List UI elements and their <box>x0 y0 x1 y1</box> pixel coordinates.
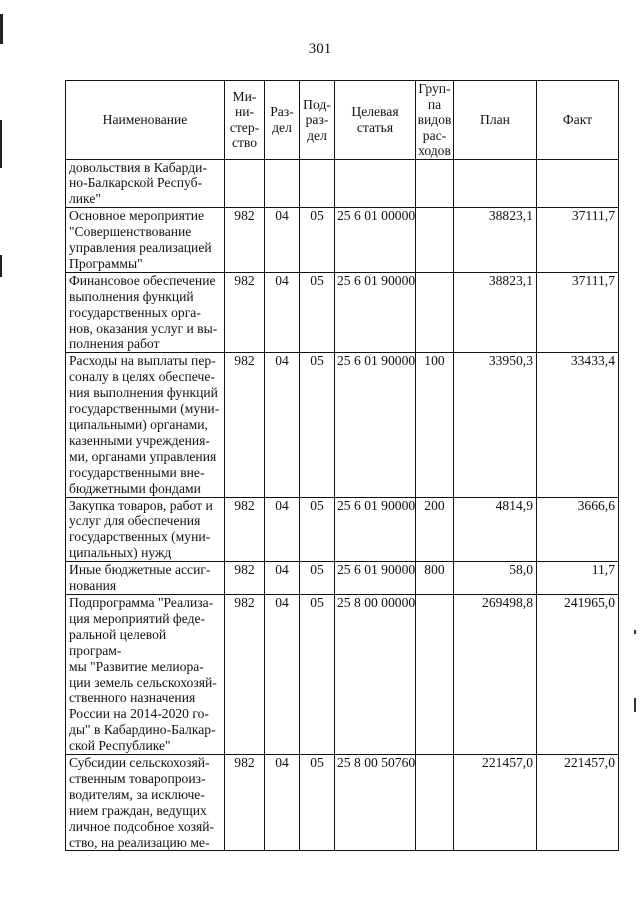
cell-section: 04 <box>265 208 300 273</box>
scan-edge-mark <box>634 630 636 634</box>
cell-section: 04 <box>265 497 300 562</box>
table-row <box>66 594 619 754</box>
cell-section: 04 <box>265 755 300 851</box>
cell-name: Закупка товаров, работ и услуг для обеспечения государственных (муни- ципальных) нужд <box>66 497 225 562</box>
cell-subsection: 05 <box>300 208 335 273</box>
cell-target: 25 6 01 90000 <box>335 562 416 595</box>
cell-plan: 38823,1 <box>454 208 537 273</box>
cell-group: 200 <box>416 497 454 562</box>
header-target: Целевая статья <box>335 81 416 160</box>
cell-plan: 58,0 <box>454 562 537 595</box>
cell-subsection: 05 <box>300 755 335 851</box>
cell-ministry: 982 <box>225 208 265 273</box>
table-row <box>66 497 619 562</box>
cell-target: 25 6 01 90000 <box>335 353 416 497</box>
scan-edge-mark <box>634 698 636 712</box>
cell-group <box>416 594 454 754</box>
cell-target: 25 6 01 90000 <box>335 272 416 353</box>
cell-section: 04 <box>265 594 300 754</box>
cell-plan: 38823,1 <box>454 272 537 353</box>
cell-target: 25 8 00 50760 <box>335 755 416 851</box>
cell-subsection: 05 <box>300 562 335 595</box>
table-row <box>66 755 619 851</box>
cell-target: 25 8 00 00000 <box>335 594 416 754</box>
cell-group <box>416 755 454 851</box>
cell-name: Расходы на выплаты пер- соналу в целях обеспече- ния выполнения функций государственными (муни- ципальными) органами, казенными учреждения- ми, органами управления государственными вне- бюджетными фондами <box>66 353 225 497</box>
header-expense-group: Груп- па видов рас- ходов <box>416 81 454 160</box>
table-header-row <box>66 81 619 160</box>
header-ministry: Ми- ни- стер- ство <box>225 81 265 160</box>
cell-fact: 37111,7 <box>537 208 619 273</box>
page-number: 301 <box>308 41 332 57</box>
budget-table <box>65 80 619 851</box>
cell-ministry: 982 <box>225 562 265 595</box>
table-row <box>66 272 619 353</box>
cell-plan: 269498,8 <box>454 594 537 754</box>
cell-group: 100 <box>416 353 454 497</box>
table-row <box>66 159 619 208</box>
cell-ministry: 982 <box>225 497 265 562</box>
cell-target: 25 6 01 00000 <box>335 208 416 273</box>
cell-plan: 221457,0 <box>454 755 537 851</box>
cell-name: Подпрограмма "Реализа- ция мероприятий феде- ральной целевой програм- мы "Развитие мелиора- ции земель сельскохозяй- ственного назначения России на 2014-2020 го- ды" в Кабардино-Балкар- ской Республике" <box>66 594 225 754</box>
cell-name: Субсидии сельскохозяй- ственным товаропроиз- водителям, за исключе- нием граждан, ведущих личное подсобное хозяй- ство, на реализацию ме- <box>66 755 225 851</box>
cell-fact: 33433,4 <box>537 353 619 497</box>
cell-name: Основное мероприятие "Совершенствование управления реализацией Программы" <box>66 208 225 273</box>
cell-group <box>416 159 454 208</box>
cell-section <box>265 159 300 208</box>
header-plan: План <box>454 81 537 160</box>
cell-fact: 37111,7 <box>537 272 619 353</box>
cell-ministry: 982 <box>225 594 265 754</box>
scan-edge-mark <box>0 120 2 168</box>
cell-name: Иные бюджетные ассиг- нования <box>66 562 225 595</box>
scan-edge-mark <box>0 255 2 277</box>
cell-plan: 33950,3 <box>454 353 537 497</box>
cell-plan: 4814,9 <box>454 497 537 562</box>
cell-subsection: 05 <box>300 497 335 562</box>
cell-plan <box>454 159 537 208</box>
cell-subsection <box>300 159 335 208</box>
cell-section: 04 <box>265 562 300 595</box>
table-row <box>66 562 619 595</box>
cell-fact: 241965,0 <box>537 594 619 754</box>
cell-fact: 3666,6 <box>537 497 619 562</box>
cell-group: 800 <box>416 562 454 595</box>
cell-ministry: 982 <box>225 755 265 851</box>
cell-ministry: 982 <box>225 272 265 353</box>
cell-section: 04 <box>265 353 300 497</box>
cell-subsection: 05 <box>300 594 335 754</box>
cell-fact <box>537 159 619 208</box>
header-subsection: Под- раз- дел <box>300 81 335 160</box>
cell-name: Финансовое обеспечение выполнения функций государственных орга- нов, оказания услуг и вы- полнения работ <box>66 272 225 353</box>
scan-edge-mark <box>0 14 3 44</box>
cell-subsection: 05 <box>300 353 335 497</box>
cell-group <box>416 208 454 273</box>
cell-subsection: 05 <box>300 272 335 353</box>
table-row <box>66 353 619 497</box>
cell-name: довольствия в Кабарди- но-Балкарской Респуб- лике" <box>66 159 225 208</box>
cell-section: 04 <box>265 272 300 353</box>
cell-group <box>416 272 454 353</box>
cell-fact: 11,7 <box>537 562 619 595</box>
header-section: Раз- дел <box>265 81 300 160</box>
cell-fact: 221457,0 <box>537 755 619 851</box>
cell-target <box>335 159 416 208</box>
cell-target: 25 6 01 90000 <box>335 497 416 562</box>
header-fact: Факт <box>537 81 619 160</box>
cell-ministry: 982 <box>225 353 265 497</box>
cell-ministry <box>225 159 265 208</box>
table-row <box>66 208 619 273</box>
header-name: Наименование <box>66 81 225 160</box>
